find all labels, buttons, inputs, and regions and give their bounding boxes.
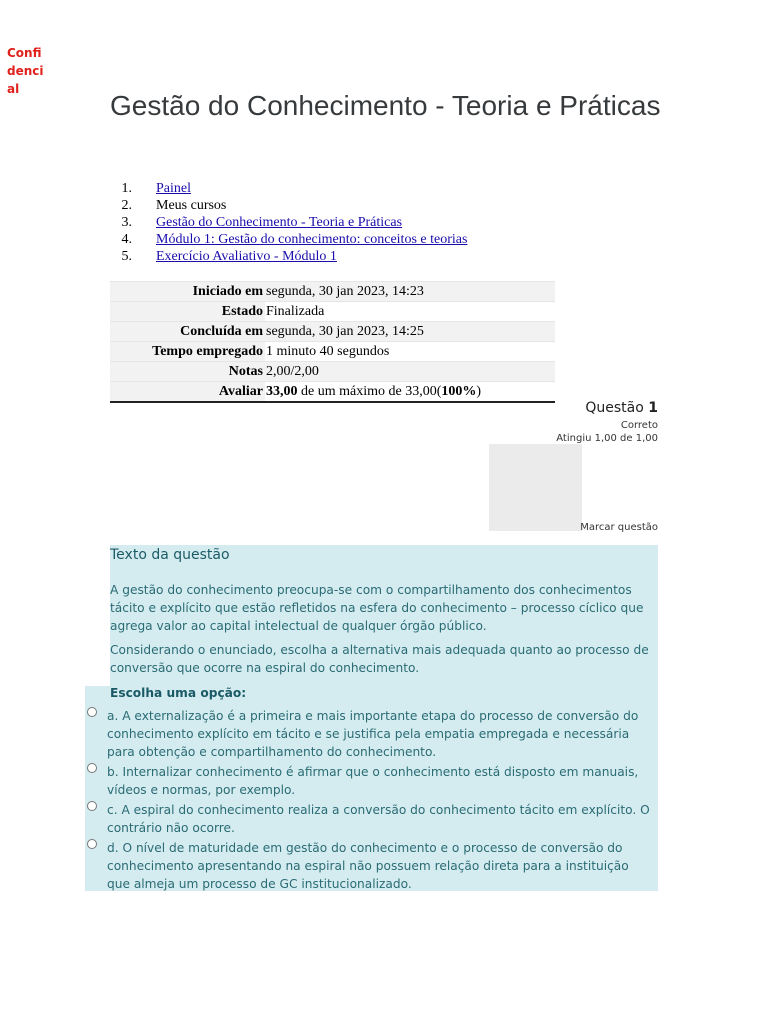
breadcrumb [112, 180, 467, 265]
breadcrumb-item [112, 231, 467, 248]
grade-score: 33,00 [266, 383, 298, 399]
answer-option-text: c. A espiral do conhecimento realiza a conversão do conhecimento tácito em explícito. O contrário não ocorre. [107, 803, 650, 835]
flag-question-link[interactable]: Marcar questão [580, 522, 658, 533]
summary-row-time [110, 342, 555, 362]
question-correct-status: Correto [620, 420, 658, 431]
question-text-heading: Texto da questão [110, 547, 230, 563]
page-title: Gestão do Conhecimento - Teoria e Práticas [110, 90, 661, 121]
question-paragraph-2: Considerando o enunciado, escolha a alternativa mais adequada quanto ao processo de conversão que ocorre na espiral do conhecimento. [110, 643, 649, 675]
breadcrumb-item [112, 248, 467, 265]
question-points: Atingiu 1,00 de 1,00 [556, 433, 658, 444]
summary-label: Iniciado em [110, 282, 265, 302]
question-number-value: 1 [648, 400, 658, 416]
summary-row-state [110, 302, 555, 322]
question-label: Questão [585, 400, 644, 416]
summary-row-marks [110, 362, 555, 382]
answer-option-text: d. O nível de maturidade em gestão do conhecimento e o processo de conversão do conhecimento apresentando na espiral não possuem relação direta para a instituição que almeja um processo de GC institucionalizado. [107, 841, 629, 891]
answer-options-panel [85, 686, 658, 891]
breadcrumb-number: 4. [121, 232, 132, 247]
breadcrumb-link-painel[interactable]: Painel [156, 181, 191, 196]
breadcrumb-link-module[interactable]: Módulo 1: Gestão do conhecimento: conceitos e teorias [156, 232, 468, 247]
breadcrumb-item [112, 180, 467, 197]
breadcrumb-number: 5. [121, 249, 132, 264]
summary-value [265, 382, 555, 403]
radio-button[interactable] [87, 801, 97, 811]
summary-label: Avaliar [110, 382, 265, 403]
summary-value: 1 minuto 40 segundos [265, 342, 555, 362]
summary-value: 2,00/2,00 [265, 362, 555, 382]
breadcrumb-number: 2. [121, 198, 132, 213]
summary-label: Concluída em [110, 322, 265, 342]
summary-row-started [110, 282, 555, 302]
radio-button[interactable] [87, 839, 97, 849]
answer-option-text: b. Internalizar conhecimento é afirmar que o conhecimento está disposto em manuais, vídeos e normas, por exemplo. [107, 765, 639, 797]
summary-label: Notas [110, 362, 265, 382]
grade-percent: 100% [441, 383, 477, 399]
choose-option-prompt: Escolha uma opção: [110, 686, 247, 700]
summary-value: segunda, 30 jan 2023, 14:25 [265, 322, 555, 342]
summary-value: Finalizada [265, 302, 555, 322]
summary-row-completed [110, 322, 555, 342]
answer-option-text: a. A externalização é a primeira e mais importante etapa do processo de conversão do conhecimento explícito em tácito e se justifica pela empatia empregada e necessária para obtenção e compartilhamento do conhecimento. [107, 709, 639, 759]
question-number [585, 400, 658, 416]
question-text-panel [110, 545, 658, 686]
summary-value: segunda, 30 jan 2023, 14:23 [265, 282, 555, 302]
question-paragraph-1: A gestão do conhecimento preocupa-se com o compartilhamento dos conhecimentos tácito e explícito que estão refletidos na esfera do conhecimento – processo cíclico que agrega valor ao capital intelectual de qualquer órgão público. [110, 583, 644, 633]
grade-max: de um máximo de 33,00( [297, 383, 442, 399]
radio-button[interactable] [87, 763, 97, 773]
breadcrumb-text-meus-cursos: Meus cursos [156, 198, 227, 213]
breadcrumb-number: 1. [121, 181, 132, 196]
radio-button[interactable] [87, 707, 97, 717]
attempt-summary-table [110, 281, 555, 403]
confidential-label: Confidencial [7, 46, 44, 96]
question-status [556, 419, 658, 445]
breadcrumb-item [112, 197, 467, 214]
grade-close: ) [476, 383, 482, 399]
summary-row-grade [110, 382, 555, 403]
breadcrumb-link-exercise[interactable]: Exercício Avaliativo - Módulo 1 [156, 249, 337, 264]
flag-question-box[interactable] [489, 444, 582, 531]
breadcrumb-number: 3. [121, 215, 132, 230]
summary-label: Tempo empregado [110, 342, 265, 362]
summary-label: Estado [110, 302, 265, 322]
breadcrumb-item [112, 214, 467, 231]
breadcrumb-link-course[interactable]: Gestão do Conhecimento - Teoria e Práticas [156, 215, 403, 230]
